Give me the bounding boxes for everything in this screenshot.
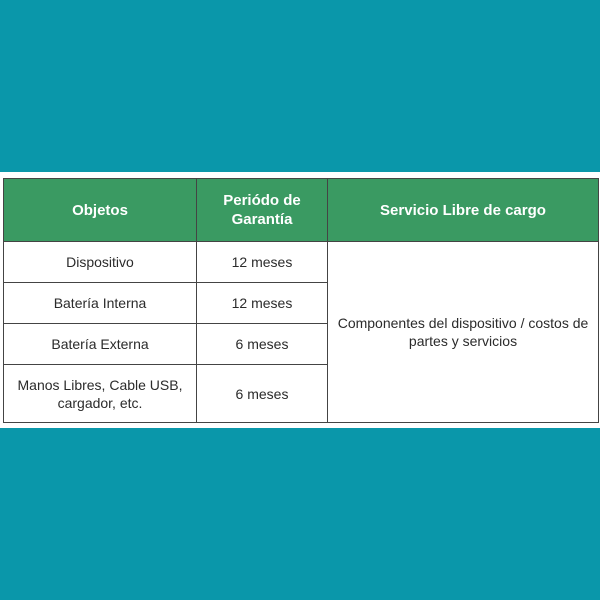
warranty-table	[3, 178, 599, 423]
period-cell: 12 meses	[197, 242, 328, 283]
item-cell: Dispositivo	[4, 242, 197, 283]
table-row	[4, 242, 599, 283]
period-cell: 6 meses	[197, 324, 328, 365]
item-cell: Manos Libres, Cable USB, cargador, etc.	[4, 365, 197, 423]
service-note-cell: Componentes del dispositivo / costos de partes y servicios	[328, 242, 599, 423]
period-cell: 12 meses	[197, 283, 328, 324]
period-cell: 6 meses	[197, 365, 328, 423]
header-objects: Objetos	[4, 179, 197, 242]
header-free-service: Servicio Libre de cargo	[328, 179, 599, 242]
warranty-table-panel	[0, 172, 600, 428]
item-cell: Batería Interna	[4, 283, 197, 324]
table-header-row	[4, 179, 599, 242]
item-cell: Batería Externa	[4, 324, 197, 365]
header-warranty-period: Periódo de Garantía	[197, 179, 328, 242]
